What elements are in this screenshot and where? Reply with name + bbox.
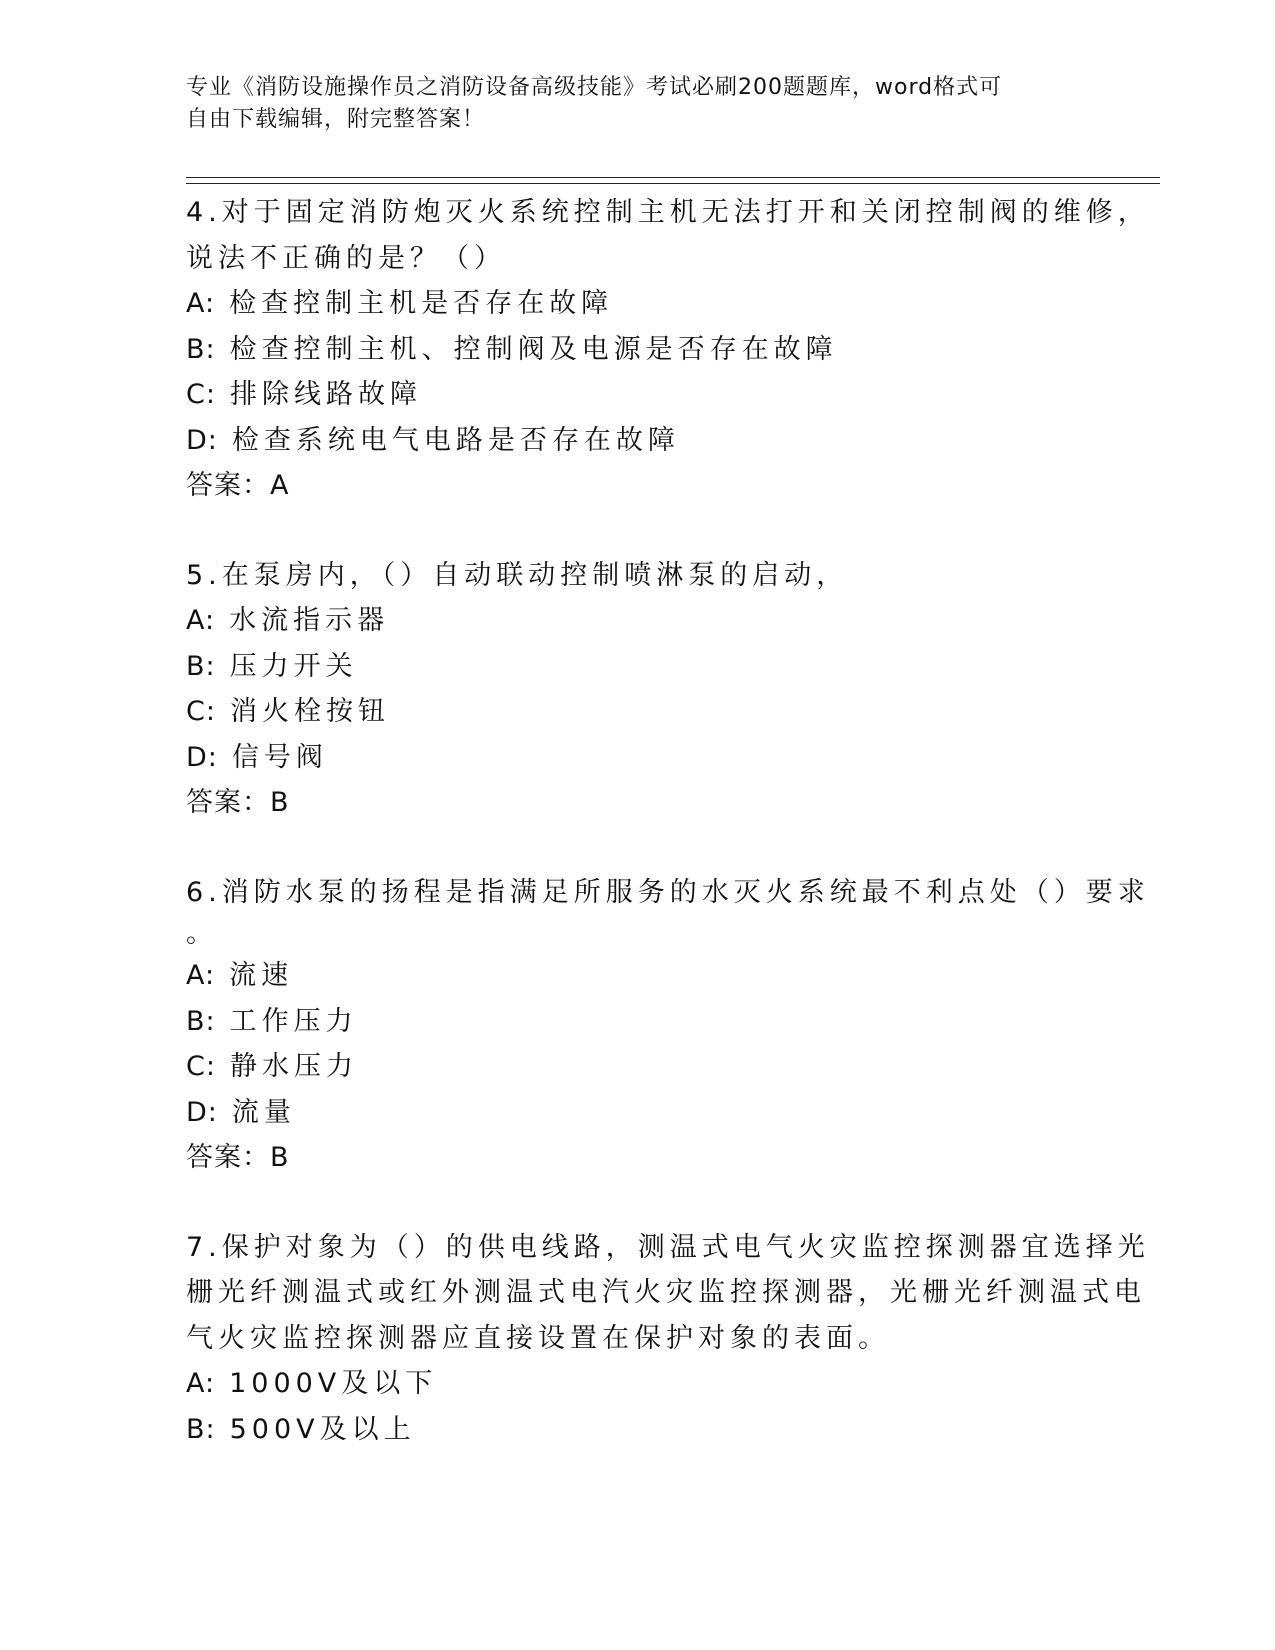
option-letter: A:	[186, 1368, 216, 1399]
document-header	[186, 72, 1086, 136]
option-a	[186, 1361, 1086, 1407]
option-a	[186, 598, 1086, 644]
option-b	[186, 327, 1086, 373]
option-d	[186, 418, 1086, 464]
option-letter: D:	[186, 424, 218, 456]
option-text: 流量	[231, 1096, 296, 1128]
answer: 答案：B	[186, 1142, 290, 1173]
option-text: 流速	[229, 960, 294, 991]
option-text: 1000V及以下	[229, 1368, 438, 1399]
option-b	[186, 1407, 1086, 1453]
option-text: 检查系统电气电路是否存在故障	[231, 424, 680, 456]
question-4	[186, 190, 1150, 509]
question-stem: 5.在泵房内，（）自动联动控制喷淋泵的启动，	[186, 559, 849, 591]
option-text: 静水压力	[229, 1051, 358, 1082]
option-d	[186, 735, 1086, 781]
option-letter: B:	[186, 1413, 216, 1445]
option-b	[186, 999, 1086, 1045]
option-a	[186, 281, 1086, 327]
option-d	[186, 1090, 1086, 1136]
answer: 答案：B	[186, 787, 290, 818]
question-7	[186, 1225, 1150, 1453]
header-line: 自由下载编辑，附完整答案！	[186, 107, 486, 132]
question-6	[186, 870, 1150, 1181]
option-text: 排除线路故障	[229, 379, 422, 410]
question-stem: 说法不正确的是？（）	[186, 242, 506, 274]
option-c	[186, 1044, 1086, 1090]
question-5	[186, 553, 1086, 826]
option-letter: B:	[186, 333, 216, 365]
header-line: 专业《消防设施操作员之消防设备高级技能》考试必刷200题题库，word格式可	[186, 75, 1003, 100]
question-stem: 4.对于固定消防炮灭火系统控制主机无法打开和关闭控制阀的维修，	[186, 197, 1150, 228]
header-divider-bottom	[186, 183, 1160, 184]
question-list	[186, 190, 1150, 1452]
option-text: 水流指示器	[229, 605, 390, 636]
option-text: 检查控制主机是否存在故障	[229, 288, 614, 319]
option-text: 500V及以上	[229, 1413, 416, 1445]
option-letter: C:	[186, 696, 216, 727]
answer: 答案：A	[186, 470, 290, 501]
option-letter: D:	[186, 741, 218, 773]
option-letter: B:	[186, 1005, 216, 1037]
option-a	[186, 953, 1086, 999]
question-stem: 6.消防水泵的扬程是指满足所服务的水灭火系统最不利点处（）要求	[186, 876, 1150, 908]
option-letter: B:	[186, 650, 216, 682]
option-b	[186, 644, 1086, 690]
option-letter: A:	[186, 960, 216, 991]
option-c	[186, 372, 1086, 418]
header-divider-top	[186, 177, 1160, 178]
option-text: 检查控制主机、控制阀及电源是否存在故障	[229, 333, 838, 365]
option-letter: C:	[186, 379, 216, 410]
option-text: 工作压力	[229, 1005, 358, 1037]
question-stem: 栅光纤测温式或红外测温式电汽火灾监控探测器，光栅光纤测温式电	[186, 1277, 1146, 1308]
option-text: 压力开关	[229, 650, 358, 682]
option-letter: A:	[186, 605, 216, 636]
question-stem: 7.保护对象为（）的供电线路，测温式电气火灾监控探测器宜选择光	[186, 1231, 1150, 1263]
option-text: 消火栓按钮	[229, 696, 390, 727]
option-c	[186, 689, 1086, 735]
option-text: 信号阀	[231, 741, 328, 773]
option-letter: D:	[186, 1096, 218, 1128]
question-stem: 。	[186, 918, 218, 949]
option-letter: A:	[186, 288, 216, 319]
option-letter: C:	[186, 1051, 216, 1082]
question-stem: 气火灾监控探测器应直接设置在保护对象的表面。	[186, 1322, 890, 1354]
